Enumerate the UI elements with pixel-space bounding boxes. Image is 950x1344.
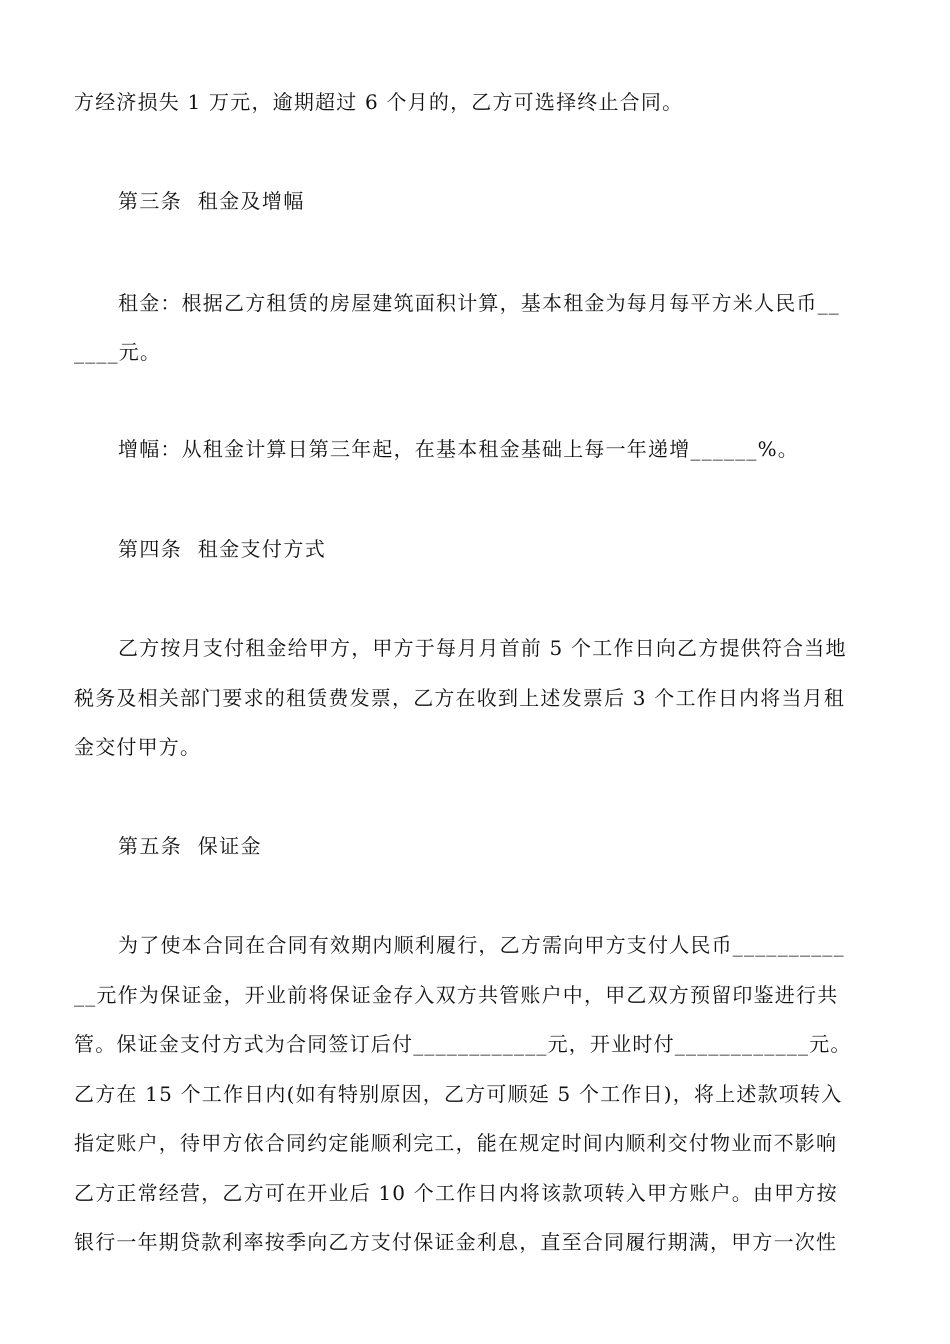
deposit-paragraph-line: 指定账户，待甲方依合同约定能顺利完工，能在规定时间内顺利交付物业而不影响 bbox=[74, 1131, 838, 1155]
deposit-paragraph-line: 为了使本合同在合同有效期内顺利履行，乙方需向甲方支付人民币__________ bbox=[118, 933, 845, 957]
deposit-paragraph-line: 乙方在 15 个工作日内(如有特别原因，乙方可顺延 5 个工作日)，将上述款项转入 bbox=[74, 1082, 843, 1106]
deposit-paragraph-line: 银行一年期贷款利率按季向乙方支付保证金利息，直至合同履行期满，甲方一次性 bbox=[74, 1230, 838, 1254]
rent-paragraph-line: 租金：根据乙方租赁的房屋建筑面积计算，基本租金为每月每平方米人民币__ bbox=[118, 291, 840, 315]
deposit-paragraph-line: __元作为保证金，开业前将保证金存入双方共管账户中，甲乙双方预留印鉴进行共 bbox=[74, 983, 839, 1007]
deposit-paragraph-line: 管。保证金支付方式为合同签订后付____________元，开业时付____________元。 bbox=[74, 1032, 852, 1056]
payment-paragraph-line: 乙方按月支付租金给甲方，甲方于每月月首前 5 个工作日向乙方提供符合当地 bbox=[118, 636, 847, 660]
paragraph-line: 方经济损失 1 万元，逾期超过 6 个月的，乙方可选择终止合同。 bbox=[74, 90, 684, 114]
article-4-heading: 第四条 租金支付方式 bbox=[118, 537, 327, 561]
deposit-paragraph-line: 乙方正常经营，乙方可在开业后 10 个工作日内将该款项转入甲方账户。由甲方按 bbox=[74, 1181, 838, 1205]
rent-paragraph-line: ____元。 bbox=[74, 340, 162, 364]
payment-paragraph-line: 税务及相关部门要求的租赁费发票，乙方在收到上述发票后 3 个工作日内将当月租 bbox=[74, 686, 846, 710]
payment-paragraph-line: 金交付甲方。 bbox=[74, 735, 202, 759]
article-3-heading: 第三条 租金及增幅 bbox=[118, 189, 305, 213]
article-5-heading: 第五条 保证金 bbox=[118, 834, 262, 858]
increase-paragraph-line: 增幅：从租金计算日第三年起，在基本租金基础上每一年递增______%。 bbox=[118, 437, 800, 461]
